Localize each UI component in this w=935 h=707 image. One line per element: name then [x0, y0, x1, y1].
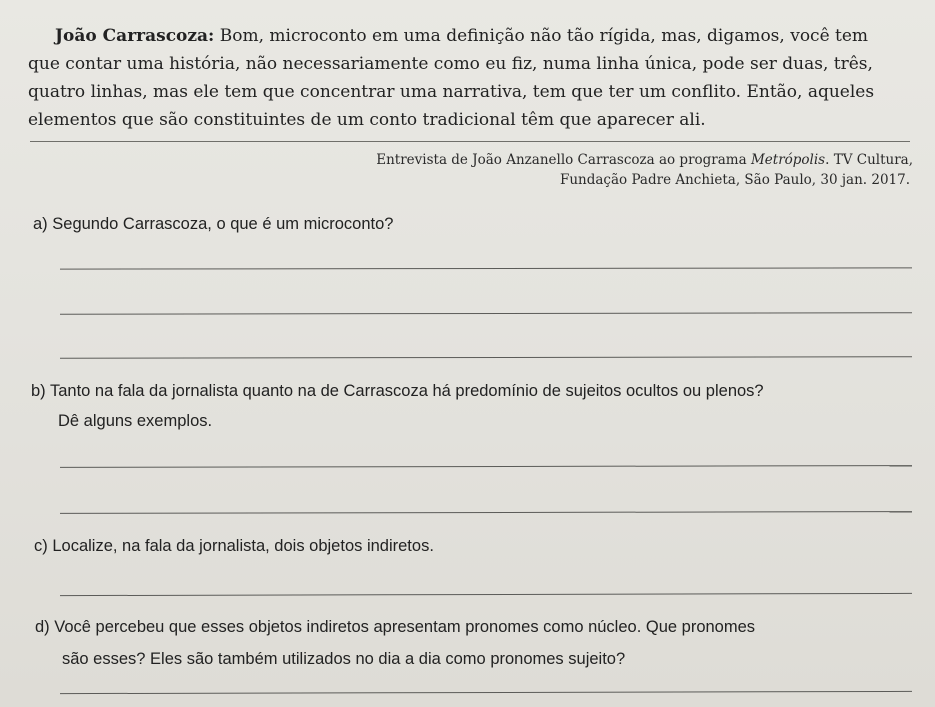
- question-b-line-1: [31, 382, 764, 401]
- question-d-text: Você percebeu que esses objetos indiretos apresentam pronomes como núcleo. Que pronomes: [54, 618, 756, 636]
- answer-line-a-2[interactable]: [60, 312, 912, 314]
- question-d-line-2: são esses? Eles são também utilizados no dia a dia como pronomes sujeito?: [62, 650, 626, 668]
- answer-line-a-1[interactable]: [60, 267, 912, 269]
- question-a-text: Segundo Carrascoza, o que é um microconto?: [52, 215, 394, 233]
- answer-line-c-1[interactable]: [60, 593, 912, 596]
- answer-line-a-3[interactable]: [60, 356, 912, 358]
- question-b-text: Tanto na fala da jornalista quanto na de Carrascoza há predomínio de sujeitos ocultos ou plenos?: [49, 382, 764, 400]
- answer-line-d-1[interactable]: [60, 691, 912, 694]
- answer-line-b-2[interactable]: [60, 511, 912, 514]
- quote-text-1: Bom, microconto em uma definição não tão rígida, mas, digamos, você tem: [214, 26, 869, 46]
- question-d-line-1: [35, 618, 755, 637]
- quote-speaker: João Carrascoza:: [55, 26, 215, 46]
- answer-line-b-1[interactable]: [60, 465, 912, 468]
- credit-program-title: Metrópolis: [750, 152, 826, 168]
- quote-divider: [30, 141, 910, 142]
- question-c-text: Localize, na fala da jornalista, dois objetos indiretos.: [52, 537, 434, 555]
- source-credit-line-2: Fundação Padre Anchieta, São Paulo, 30 jan. 2017.: [559, 172, 910, 188]
- question-d-letter: d): [35, 618, 50, 636]
- source-credit-line-1: [376, 152, 913, 168]
- question-c-letter: c): [34, 537, 48, 555]
- quote-line-4: elementos que são constituintes de um conto tradicional têm que aparecer ali.: [28, 110, 706, 130]
- credit-prefix: Entrevista de João Anzanello Carrascoza ao programa: [376, 152, 751, 168]
- quote-line-3: quatro linhas, mas ele tem que concentrar uma narrativa, tem que ter um conflito. Então, aqueles: [28, 82, 875, 102]
- quote-line-2: que contar uma história, não necessariamente como eu fiz, numa linha única, pode ser duas, três,: [28, 54, 873, 74]
- question-c: [34, 537, 434, 556]
- question-a: [33, 215, 393, 234]
- question-a-letter: a): [33, 215, 48, 233]
- credit-suffix: . TV Cultura,: [825, 152, 913, 168]
- question-b-letter: b): [31, 382, 46, 400]
- quote-line-1: [55, 26, 868, 46]
- question-b-line-2: Dê alguns exemplos.: [58, 412, 213, 430]
